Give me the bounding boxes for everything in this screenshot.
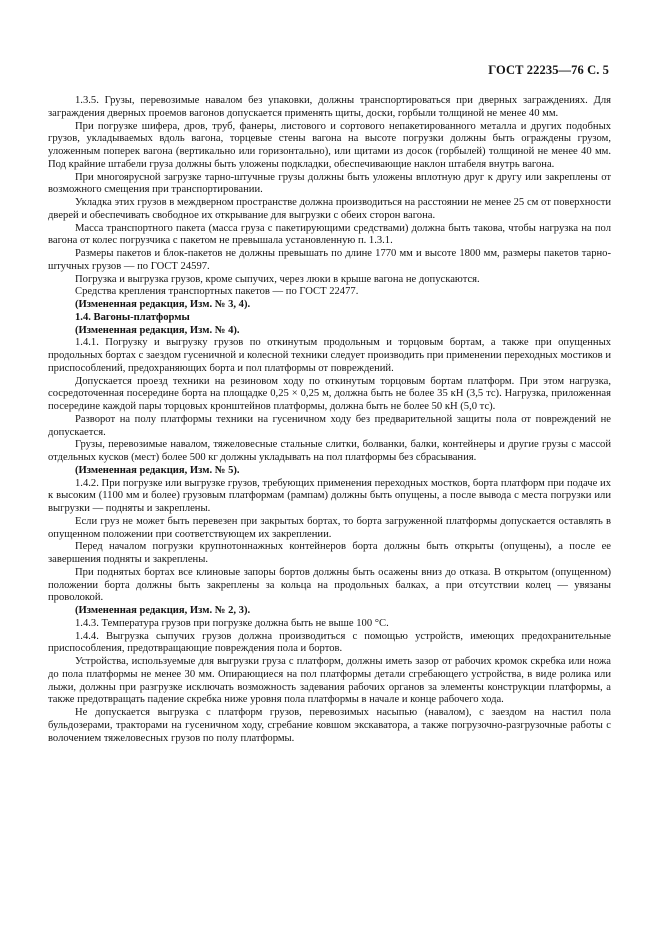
paragraph: Если груз не может быть перевезен при закрытых бортах, то борта загруженной платформы допускается оставлять в опущенном положении при соответствующем их закреплении. — [48, 515, 611, 540]
paragraph: При погрузке шифера, дров, труб, фанеры, листового и сортового непакетированного металла и других подобных грузов, укладываемых вдоль вагона, торцевые стены вагона на высоте погрузки должны быть ограждены грузом, уложенным поперек вагона (вертикально или горизонтально), или щитами из досок (горбылей) толщиной не менее 40 мм. Под крайние штабели груза должны быть уложены подкладки, обеспечивающие наклон штабеля внутрь вагона. — [48, 120, 611, 170]
document-body — [48, 95, 611, 745]
paragraph: Перед началом погрузки крупнотоннажных контейнеров борта должны быть открыты (опущены), а после ее завершения подняты и закреплены. — [48, 541, 611, 565]
paragraph: Устройства, используемые для выгрузки груза с платформ, должны иметь зазор от рабочих кромок скребка или ножа до пола платформы не менее 30 мм. Опирающиеся на пол платформы детали сгребающего устройства, в виде ролика или лыжи, должны при разгрузке исключать возможность задевания рабочих органов за элементы конструкции платформы, а также предотвращать падение скребка ниже уровня пола платформы в начале и конце рабочего хода. — [48, 656, 611, 706]
paragraph: При многоярусной загрузке тарно-штучные грузы должны быть уложены вплотную друг к другу или закреплены от возможного смещения при транспортировании. — [48, 171, 611, 196]
paragraph: 1.4.4. Выгрузка сыпучих грузов должна производиться с помощью устройств, имеющих предохранительные приспособления, предотвращающие повреждения пола и бортов. — [48, 630, 611, 655]
paragraph: Средства крепления транспортных пакетов — по ГОСТ 22477. — [75, 286, 359, 298]
running-header: ГОСТ 22235—76 С. 5 — [488, 63, 609, 77]
paragraph: 1.4.2. При погрузке или выгрузке грузов, требующих применения переходных мостков, борта платформ при подаче их к высоким (1100 мм и более) грузовым платформам (рампам) должны быть опущены, а после вывода с места погрузки или выгрузки — подняты и закреплены. — [48, 477, 611, 514]
paragraph: 1.4.1. Погрузку и выгрузку грузов по откинутым продольным и торцовым бортам, а также при опущенных продольных бортах с заездом гусеничной и колесной техники следует производить при применении переходных мостиков и приспособлений, предохраняющих борта и пол платформы от повреждений. — [48, 337, 611, 374]
paragraph: Разворот на полу платформы техники на гусеничном ходу без предварительной защиты пола от повреждений не допускается. — [48, 413, 611, 438]
paragraph: При поднятых бортах все клиновые запоры бортов должны быть осажены вниз до отказа. В открытом (опущенном) положении борта должны быть закреплены за кольца на продольных балках, а при отсутствии колец — увязаны проволокой. — [48, 566, 611, 604]
paragraph: 1.4.3. Температура грузов при погрузке должна быть не выше 100 °С. — [75, 617, 389, 629]
paragraph: Размеры пакетов и блок-пакетов не должны превышать по длине 1770 мм и высоте 1800 мм, размеры пакетов тарно-штучных грузов — по ГОСТ 24597. — [48, 248, 611, 272]
paragraph: 1.3.5. Грузы, перевозимые навалом без упаковки, должны транспортироваться при дверных заграждениях. Для заграждения дверных проемов вагонов допускается применять щиты, доски, горбыли толщиной не менее 40 мм. — [48, 95, 611, 119]
bold-paragraph: (Измененная редакция, Изм. № 5). — [75, 464, 240, 476]
bold-paragraph: 1.4. Вагоны-платформы — [75, 311, 190, 323]
paragraph: Укладка этих грузов в междверном пространстве должна производиться на расстоянии не менее 25 см от поверхности дверей и обеспечивать свободное их открывание для выгрузки с обеих сторон вагона. — [48, 197, 611, 221]
paragraph: Грузы, перевозимые навалом, тяжеловесные стальные слитки, болванки, балки, контейнеры и другие грузы с массой отдельных кусков (мест) более 500 кг должны укладывать на пол платформы без сбрасывания. — [48, 439, 611, 463]
paragraph: Не допускается выгрузка с платформ грузов, перевозимых насыпью (навалом), с заездом на настил пола бульдозерами, тракторами на гусеничном ходу, сгребание ковшом экскаватора, а также погрузочно-разгрузочные работы с волочением тяжеловесных грузов по полу платформы. — [48, 707, 611, 744]
paragraph: Погрузка и выгрузка грузов, кроме сыпучих, через люки в крыше вагона не допускаются. — [75, 273, 480, 285]
bold-paragraph: (Измененная редакция, Изм. № 2, 3). — [75, 605, 251, 616]
bold-paragraph: (Измененная редакция, Изм. № 3, 4). — [75, 299, 251, 310]
paragraph: Допускается проезд техники на резиновом ходу по откинутым торцовым бортам платформ. При этом нагрузка, сосредоточенная посередине борта на площадке 0,25 × 0,25 м, должна быть не более 35 кН (3,5 тс). Нагрузка, приложенная посередине каждой пары торцовых кронштейнов платформы, должна быть не более 50 кН (5,0 тс). — [48, 375, 611, 412]
paragraph: Масса транспортного пакета (масса груза с пакетирующими средствами) должна быть такова, чтобы нагрузка на пол вагона от колес погрузчика с пакетом не превышала установленную п. 1.3.1. — [48, 222, 611, 247]
bold-paragraph: (Измененная редакция, Изм. № 4). — [75, 324, 240, 336]
